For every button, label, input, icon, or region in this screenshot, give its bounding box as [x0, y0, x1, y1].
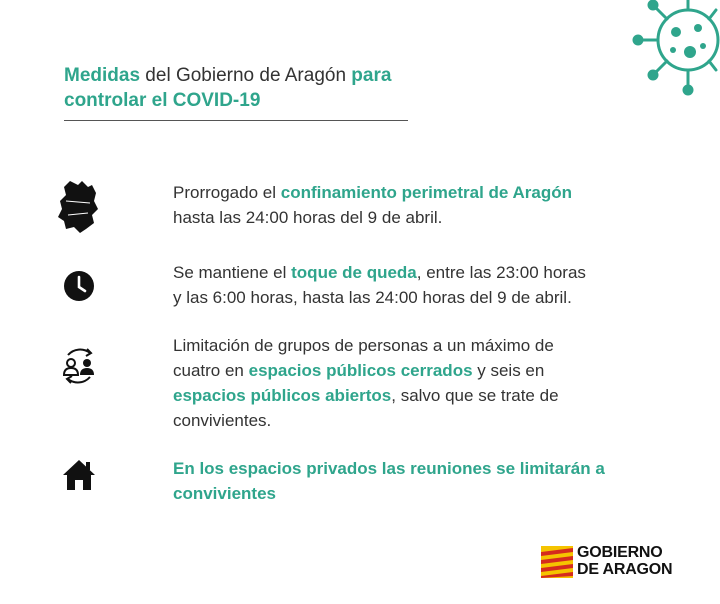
- aragon-map-icon: [56, 182, 102, 232]
- page-title: [64, 63, 484, 113]
- logo-line-1: GOBIERNO: [577, 544, 663, 561]
- text-segment: Prorrogado el: [173, 183, 281, 202]
- title-text: del Gobierno de Aragón: [140, 65, 352, 86]
- text-highlight: toque de queda: [291, 263, 417, 282]
- text-highlight: En los espacios privados las reuniones se limitarán a: [173, 459, 605, 478]
- virus-icon: [628, 0, 720, 100]
- logo-text: [577, 544, 672, 578]
- text-highlight: espacios públicos abiertos: [173, 386, 392, 405]
- title-divider: [64, 120, 408, 121]
- title-line-1: [64, 63, 484, 88]
- measure-grupos: [173, 333, 643, 433]
- text-segment: y las 6:00 horas, hasta las 24:00 horas del 9 de abril.: [173, 288, 572, 307]
- text-highlight: confinamiento perimetral de Aragón: [280, 183, 572, 202]
- title-line-2: controlar el COVID-19: [64, 90, 261, 111]
- title-highlight: Medidas: [64, 65, 141, 86]
- text-segment: convivientes.: [173, 411, 272, 430]
- aragon-flag-icon: [541, 546, 573, 578]
- gobierno-aragon-logo: [541, 544, 691, 580]
- clock-icon: [56, 261, 102, 311]
- house-icon: [56, 450, 102, 500]
- text-segment: Se mantiene el: [173, 263, 292, 282]
- text-segment: cuatro en: [173, 361, 249, 380]
- text-segment: , salvo que se trate de: [391, 386, 559, 405]
- text-segment: y seis en: [472, 361, 545, 380]
- measure-confinamiento: [173, 180, 643, 230]
- logo-line-2: DE ARAGON: [577, 561, 673, 578]
- measure-toque-de-queda: [173, 260, 643, 310]
- text-segment: hasta las 24:00 horas del 9 de abril.: [173, 208, 443, 227]
- text-highlight: convivientes: [173, 484, 276, 503]
- title-highlight: para: [351, 65, 392, 86]
- text-highlight: espacios públicos cerrados: [248, 361, 473, 380]
- measure-espacios-privados: [173, 456, 643, 506]
- text-segment: , entre las 23:00 horas: [416, 263, 586, 282]
- group-people-icon: [56, 341, 102, 391]
- text-segment: Limitación de grupos de personas a un máximo de: [173, 336, 554, 355]
